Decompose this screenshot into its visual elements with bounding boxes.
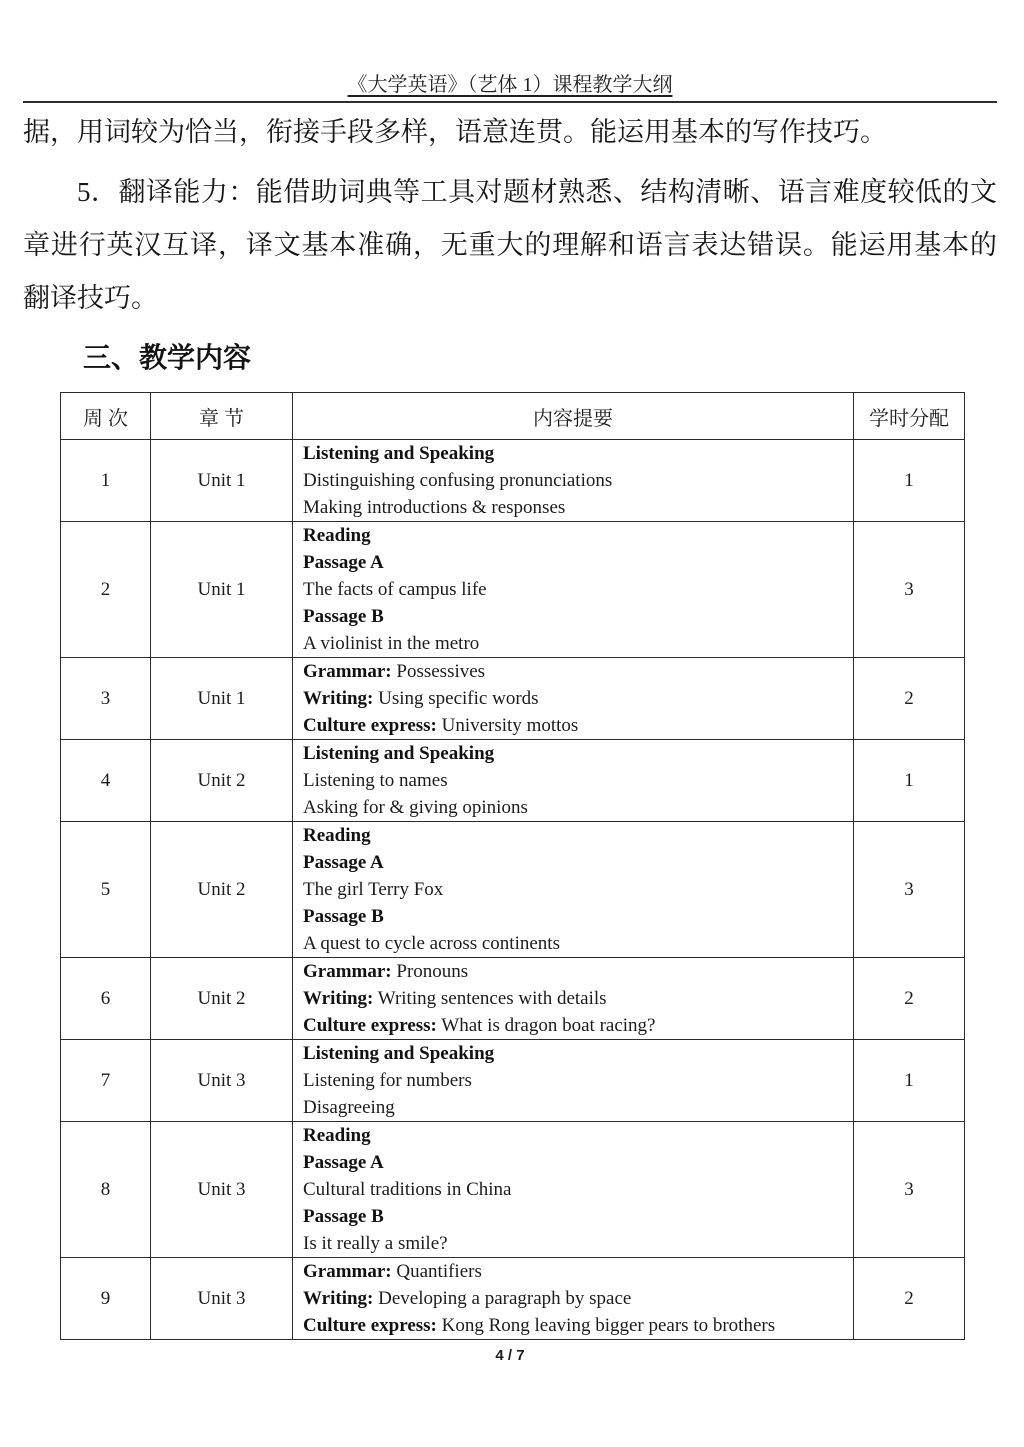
paragraph-writing-continuation: 据，用词较为恰当，衔接手段多样，语意连贯。能运用基本的写作技巧。 xyxy=(23,117,887,147)
table-row xyxy=(61,740,965,822)
col-header-week: 周 次 xyxy=(61,393,151,440)
table-row xyxy=(61,440,965,522)
hours-cell: 2 xyxy=(854,1258,965,1340)
content-line: Listening to names xyxy=(303,770,448,791)
unit-cell: Unit 3 xyxy=(151,1258,293,1340)
content-line: Passage A xyxy=(303,852,384,873)
week-cell: 7 xyxy=(61,1040,151,1122)
content-line: Writing: Developing a paragraph by space xyxy=(303,1288,632,1309)
content-line: A quest to cycle across continents xyxy=(303,933,560,954)
content-line: Passage B xyxy=(303,1206,384,1227)
col-header-hours: 学时分配 xyxy=(854,393,965,440)
content-line: Listening and Speaking xyxy=(303,743,495,764)
paragraph-line: 5．翻译能力：能借助词典等工具对题材熟悉、结构清晰、语言难度较低的文 xyxy=(77,177,997,207)
content-cell xyxy=(293,440,854,522)
page-title: 《大学英语》（艺体 1）课程教学大纲 xyxy=(347,74,673,96)
content-cell xyxy=(293,958,854,1040)
hours-cell: 3 xyxy=(854,1122,965,1258)
table-row xyxy=(61,1040,965,1122)
content-line: Culture express: What is dragon boat racing? xyxy=(303,1015,656,1036)
unit-cell: Unit 2 xyxy=(151,740,293,822)
week-cell: 2 xyxy=(61,522,151,658)
table-header-row xyxy=(61,393,965,440)
content-line: Reading xyxy=(303,825,371,846)
content-line: Passage A xyxy=(303,1152,384,1173)
hours-cell: 3 xyxy=(854,822,965,958)
content-line: Is it really a smile? xyxy=(303,1233,448,1254)
week-cell: 9 xyxy=(61,1258,151,1340)
week-cell: 1 xyxy=(61,440,151,522)
unit-cell: Unit 1 xyxy=(151,658,293,740)
content-line: Grammar: Possessives xyxy=(303,661,486,682)
content-line: Culture express: Kong Rong leaving bigger pears to brothers xyxy=(303,1315,776,1336)
col-header-unit: 章 节 xyxy=(151,393,293,440)
week-cell: 5 xyxy=(61,822,151,958)
content-line: Passage B xyxy=(303,906,384,927)
week-cell: 4 xyxy=(61,740,151,822)
unit-cell: Unit 3 xyxy=(151,1122,293,1258)
content-line: Asking for & giving opinions xyxy=(303,797,528,818)
content-cell xyxy=(293,822,854,958)
content-line: Listening for numbers xyxy=(303,1070,472,1091)
hours-cell: 3 xyxy=(854,522,965,658)
hours-cell: 2 xyxy=(854,958,965,1040)
content-line: Passage B xyxy=(303,606,384,627)
content-cell xyxy=(293,658,854,740)
hours-cell: 2 xyxy=(854,658,965,740)
unit-cell: Unit 1 xyxy=(151,440,293,522)
section-heading-teaching-content: 三、教学内容 xyxy=(83,342,252,373)
page-number: 4 / 7 xyxy=(495,1347,525,1364)
hours-cell: 1 xyxy=(854,440,965,522)
content-line: Listening and Speaking xyxy=(303,1043,495,1064)
table-row xyxy=(61,658,965,740)
content-line: The facts of campus life xyxy=(303,579,487,600)
paragraph-translation-ability xyxy=(23,166,997,325)
unit-cell: Unit 3 xyxy=(151,1040,293,1122)
unit-cell: Unit 2 xyxy=(151,958,293,1040)
week-cell: 3 xyxy=(61,658,151,740)
content-cell xyxy=(293,1122,854,1258)
table-body xyxy=(61,440,965,1340)
content-line: Reading xyxy=(303,525,371,546)
table-row xyxy=(61,1122,965,1258)
content-line: Making introductions & responses xyxy=(303,497,566,518)
content-line: Passage A xyxy=(303,552,384,573)
content-line: Reading xyxy=(303,1125,371,1146)
unit-cell: Unit 1 xyxy=(151,522,293,658)
paragraph-line: 翻译技巧。 xyxy=(23,283,158,313)
unit-cell: Unit 2 xyxy=(151,822,293,958)
content-line: Grammar: Quantifiers xyxy=(303,1261,482,1282)
content-cell xyxy=(293,1040,854,1122)
content-line: The girl Terry Fox xyxy=(303,879,444,900)
teaching-content-table xyxy=(60,392,965,1340)
content-cell xyxy=(293,740,854,822)
content-cell xyxy=(293,1258,854,1340)
content-line: Cultural traditions in China xyxy=(303,1179,512,1200)
table-row xyxy=(61,1258,965,1340)
paragraph-line: 章进行英汉互译，译文基本准确，无重大的理解和语言表达错误。能运用基本的 xyxy=(23,230,997,260)
content-line: Grammar: Pronouns xyxy=(303,961,469,982)
content-line: Distinguishing confusing pronunciations xyxy=(303,470,613,491)
table-row xyxy=(61,522,965,658)
col-header-content-summary: 内容提要 xyxy=(293,393,854,440)
content-cell xyxy=(293,522,854,658)
hours-cell: 1 xyxy=(854,1040,965,1122)
content-line: A violinist in the metro xyxy=(303,633,480,654)
content-line: Writing: Writing sentences with details xyxy=(303,988,607,1009)
table-row xyxy=(61,958,965,1040)
content-line: Writing: Using specific words xyxy=(303,688,539,709)
header-divider xyxy=(23,101,997,103)
table-row xyxy=(61,822,965,958)
content-line: Listening and Speaking xyxy=(303,443,495,464)
week-cell: 8 xyxy=(61,1122,151,1258)
week-cell: 6 xyxy=(61,958,151,1040)
content-line: Disagreeing xyxy=(303,1097,395,1118)
hours-cell: 1 xyxy=(854,740,965,822)
content-line: Culture express: University mottos xyxy=(303,715,579,736)
